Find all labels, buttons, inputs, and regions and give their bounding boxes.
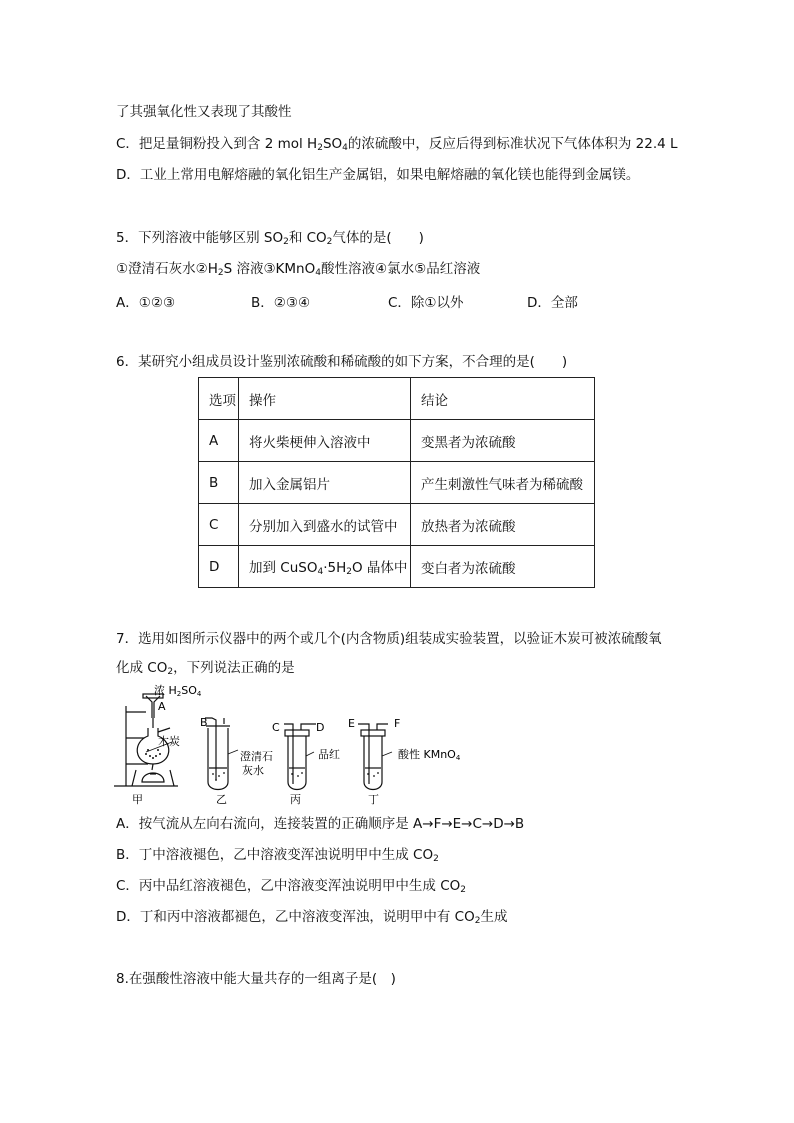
label-A: A [158, 700, 166, 713]
cell-operation: 加入金属铝片 [239, 462, 411, 504]
q4-option-d: D．工业上常用电解熔融的氧化铝生产金属铝，如果电解熔融的氧化镁也能得到金属镁。 [116, 167, 640, 183]
label-B: B [200, 716, 208, 729]
table-row [199, 504, 595, 546]
cell-operation: 将火柴梗伸入溶液中 [239, 420, 411, 462]
cell-operation: 加到 $CuSO_4\cdot 5H_2O$ 晶体中 [239, 546, 411, 588]
tube-ding [364, 736, 382, 790]
q5-options [116, 291, 716, 309]
apparatus-jia-label: 甲 [132, 793, 143, 806]
stand-clamp-top [126, 712, 146, 738]
q5-option-c: C．除①以外 [388, 295, 464, 311]
cell-conclusion: 变白者为浓硫酸 [411, 546, 595, 588]
q4-continuation: 了其强氧化性又表现了其酸性 [116, 104, 292, 120]
table-row [199, 420, 595, 462]
kmno4-label: 酸性 KMnO4 [398, 748, 461, 762]
q4-option-c: C．把足量铜粉投入到含 2 mol $H_2SO_4$的浓硫酸中，反应后得到标准状况下气体体积为 22.4 L [116, 136, 678, 153]
q7-option-a: A．按气流从左向右流向，连接装置的正确顺序是 A→F→E→C→D→B [116, 816, 525, 832]
q7-option-b: B．丁中溶液褪色，乙中溶液变浑浊说明甲中生成 $CO_2$ [116, 847, 439, 864]
pinkred-label: 品红 [318, 748, 340, 761]
tube-bing-outlet [301, 724, 316, 730]
q5-option-a: A．①②③ [116, 295, 176, 311]
q5-option-b: B．②③④ [251, 295, 311, 311]
apparatus-yi-label: 乙 [216, 793, 227, 806]
header-conclusion: 结论 [411, 378, 595, 420]
q7-stem-line1: 7．选用如图所示仪器中的两个或几个(内含物质)组装成实验装置，以验证木炭可被浓硫酸氧 [116, 631, 662, 647]
tube-bing-stopper [285, 730, 309, 736]
q7-option-c: C．丙中品红溶液褪色，乙中溶液变浑浊说明甲中生成 $CO_2$ [116, 878, 467, 895]
label-E: E [348, 717, 355, 730]
q6-table [198, 377, 595, 588]
q8-stem: 8.在强酸性溶液中能大量共存的一组离子是( ) [116, 971, 396, 987]
table-row [199, 462, 595, 504]
apparatus-bing-label: 丙 [290, 793, 301, 806]
cell-option: B [199, 462, 239, 504]
cell-conclusion: 变黑者为浓硫酸 [411, 420, 595, 462]
label-D: D [316, 721, 325, 734]
limewater-label-2: 灰水 [242, 764, 264, 777]
q6-stem: 6．某研究小组成员设计鉴别浓硫酸和稀硫酸的如下方案，不合理的是( ) [116, 354, 568, 370]
table-row [199, 546, 595, 588]
tube-ding-outlet [377, 724, 388, 730]
label-F: F [394, 717, 401, 730]
cell-option: C [199, 504, 239, 546]
apparatus-figure [112, 684, 472, 808]
tube-bing [288, 736, 306, 790]
tube-ding-stopper [361, 730, 385, 736]
cell-conclusion: 产生刺激性气味者为稀硫酸 [411, 462, 595, 504]
table-header-row [199, 378, 595, 420]
cell-operation: 分别加入到盛水的试管中 [239, 504, 411, 546]
q5-stem: 5．下列溶液中能够区别 $SO_2$和 $CO_2$气体的是( ) [116, 230, 424, 247]
q5-items: ①澄清石灰水$②H_2S$ 溶液③KMnO$_4$酸性溶液④氯水⑤品红溶液 [116, 261, 481, 278]
cell-conclusion: 放热者为浓硫酸 [411, 504, 595, 546]
conc-h2so4-label: 浓 H2SO4 [154, 684, 202, 698]
label-C: C [272, 721, 280, 734]
q7-option-d: D．丁和丙中溶液都褪色，乙中溶液变浑浊，说明甲中有 $CO_2$生成 [116, 909, 508, 926]
header-operation: 操作 [239, 378, 411, 420]
q7-stem-line2: 化成 $CO_2$，下列说法正确的是 [116, 660, 295, 677]
apparatus-ding-label: 丁 [368, 793, 379, 806]
side-arm [158, 728, 170, 732]
cell-option: D [199, 546, 239, 588]
q5-option-d: D．全部 [527, 295, 578, 311]
tube-yi [208, 728, 228, 790]
limewater-label-1: 澄清石 [240, 750, 273, 763]
cell-option: A [199, 420, 239, 462]
header-option: 选项 [199, 378, 239, 420]
charcoal-label: 木炭 [158, 735, 180, 748]
